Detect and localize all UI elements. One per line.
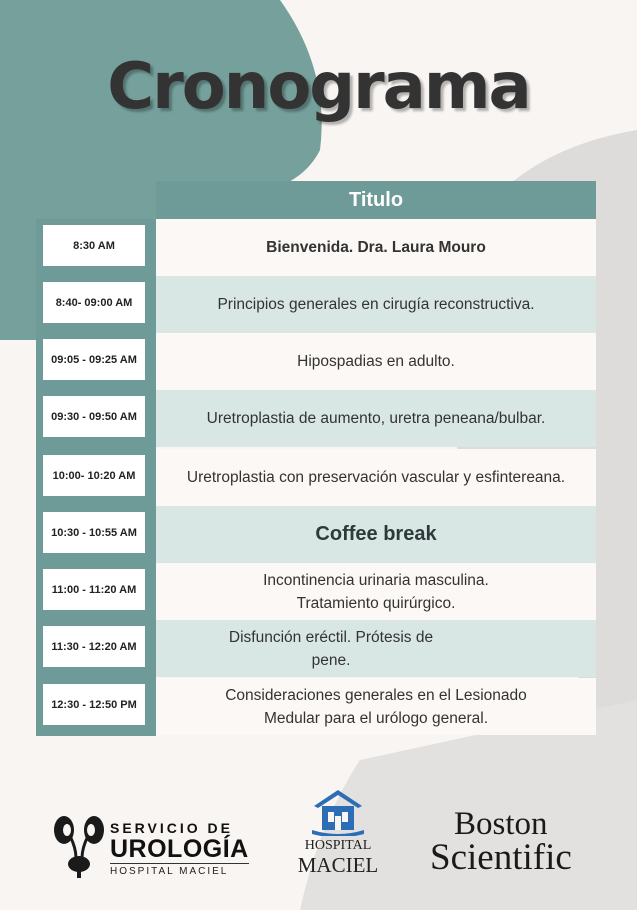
topic-text: Uretroplastia con preservación vascular y esfintereana. bbox=[186, 469, 566, 486]
topic-line: Disfunción eréctil. Prótesis de bbox=[228, 628, 434, 646]
logo-text: Boston bbox=[454, 806, 548, 842]
logo-text: HOSPITAL MACIEL bbox=[110, 863, 249, 877]
logo-text: UROLOGÍA bbox=[110, 835, 249, 863]
table-row bbox=[0, 620, 637, 677]
table-row bbox=[0, 333, 637, 390]
logo-text: Scientific bbox=[430, 837, 572, 878]
topic-cell bbox=[156, 620, 596, 677]
table-row bbox=[0, 449, 637, 506]
topic-cell bbox=[156, 449, 596, 506]
topic-line: Incontinencia urinaria masculina. bbox=[263, 571, 489, 589]
boston-scientific-logo bbox=[430, 808, 572, 876]
time-cell: 8:30 AM bbox=[41, 223, 147, 268]
topic-line: Consideraciones generales en el Lesionado bbox=[225, 686, 527, 704]
time-cell: 11:00 - 11:20 AM bbox=[41, 567, 147, 612]
topic-text bbox=[229, 626, 433, 672]
time-cell: 11:30 - 12:20 AM bbox=[41, 624, 147, 669]
table-row bbox=[0, 506, 637, 563]
urology-kidney-icon bbox=[50, 814, 108, 878]
coffee-break-cell: Coffee break bbox=[156, 506, 596, 563]
logo-text: MACIEL bbox=[297, 853, 379, 877]
hospital-maciel-logo bbox=[290, 838, 386, 876]
table-row bbox=[0, 563, 637, 620]
table-row bbox=[0, 276, 637, 333]
topic-cell bbox=[156, 563, 596, 620]
topic-cell: Hipospadias en adulto. bbox=[156, 333, 596, 390]
topic-line: Medular para el urólogo general. bbox=[263, 709, 488, 727]
topic-cell bbox=[156, 678, 596, 735]
time-cell: 09:05 - 09:25 AM bbox=[41, 337, 147, 382]
topic-cell: Principios generales en cirugía reconstructiva. bbox=[156, 276, 596, 333]
time-cell: 12:30 - 12:50 PM bbox=[41, 682, 147, 727]
table-row bbox=[0, 678, 637, 735]
topic-text bbox=[225, 684, 527, 730]
topic-line: pene. bbox=[311, 651, 351, 669]
table-row bbox=[0, 390, 637, 447]
time-cell: 09:30 - 09:50 AM bbox=[41, 394, 147, 439]
page-title: Cronograma bbox=[107, 50, 530, 124]
time-cell: 8:40- 09:00 AM bbox=[41, 280, 147, 325]
topic-cell: Bienvenida. Dra. Laura Mouro bbox=[156, 219, 596, 276]
logo-text: HOSPITAL bbox=[304, 838, 372, 853]
logo-text: SERVICIO DE bbox=[110, 820, 233, 836]
topic-text bbox=[263, 569, 489, 615]
topic-cell: Uretroplastia de aumento, uretra peneana/bulbar. bbox=[156, 390, 596, 447]
time-cell: 10:00- 10:20 AM bbox=[41, 453, 147, 498]
hospital-building-icon bbox=[310, 786, 366, 836]
topic-line: Tratamiento quirúrgico. bbox=[296, 594, 456, 612]
time-cell: 10:30 - 10:55 AM bbox=[41, 510, 147, 555]
table-header: Titulo bbox=[156, 181, 596, 219]
urology-service-logo bbox=[110, 820, 249, 877]
table-row bbox=[0, 219, 637, 276]
